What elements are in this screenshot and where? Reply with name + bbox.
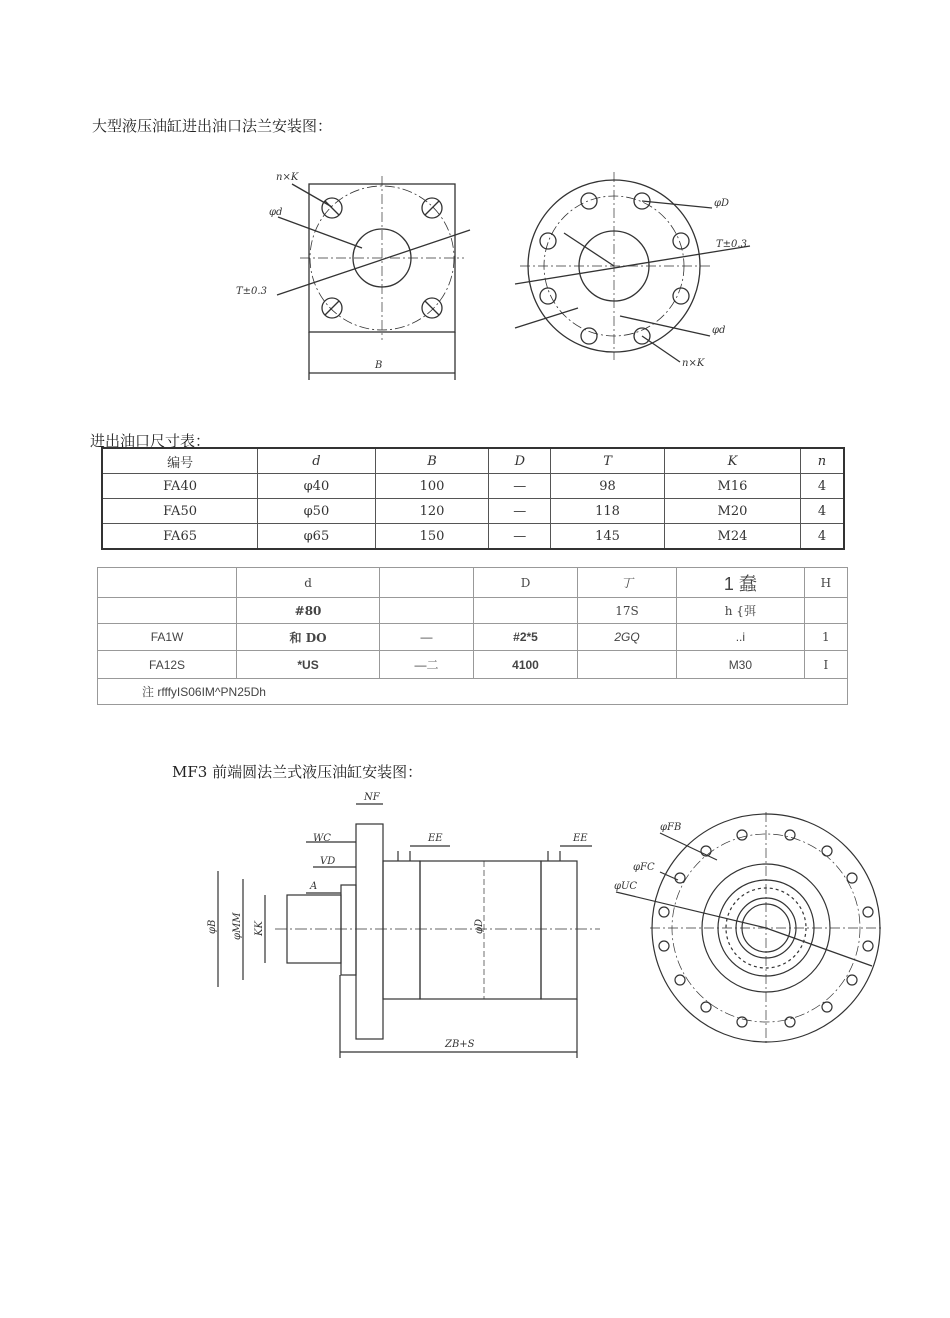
table-cell: 118 [551, 499, 665, 524]
flange-installation-diagram [0, 160, 950, 460]
label-d: φD [474, 918, 485, 934]
table-cell: 150 [375, 524, 489, 550]
table-row [102, 524, 844, 550]
table-cell: M20 [664, 499, 800, 524]
col-header: d [258, 448, 375, 474]
col-header: T [551, 448, 665, 474]
label-fc: φFC [633, 862, 655, 873]
table-cell: 4 [800, 499, 844, 524]
table-row [98, 651, 848, 679]
label-zb: ZB+S [445, 1039, 475, 1050]
label-D: φD [714, 198, 730, 209]
table-note-row [98, 679, 848, 705]
table-row [98, 568, 848, 598]
table-cell: φ50 [258, 499, 375, 524]
table-cell: — [489, 474, 551, 499]
label-d-right: φd [712, 325, 726, 336]
table-cell: I [804, 651, 847, 679]
table-cell: 2GQ [578, 624, 677, 651]
label-fb: φFB [660, 822, 682, 833]
label-b: B [375, 360, 383, 371]
label-d: φd [269, 207, 283, 218]
section-heading-cylinder: MF3 前端圆法兰式液压油缸安装图： [172, 763, 423, 781]
table-cell: 120 [375, 499, 489, 524]
table-cell: FA65 [102, 524, 258, 550]
table-cell: 100 [375, 474, 489, 499]
col-header: D [489, 448, 551, 474]
label-b: φB [207, 919, 218, 934]
table-cell: 和 DO [237, 624, 380, 651]
table-cell: 17S [578, 598, 677, 624]
table-cell: h {弭 [676, 598, 804, 624]
section-heading-size-table: 进出油口尺寸表： [90, 432, 211, 450]
table-cell: 4100 [473, 651, 577, 679]
table-row [102, 499, 844, 524]
port-size-table-extended [97, 567, 848, 705]
table-note: 注 rfffyIS06IM^PN25Dh [98, 679, 848, 705]
col-header: B [375, 448, 489, 474]
table-cell: 98 [551, 474, 665, 499]
table-cell: — [489, 524, 551, 550]
table-cell: D [473, 568, 577, 598]
table-cell: 1 蠢 [676, 568, 804, 598]
label-ee: EE [428, 833, 443, 844]
table-cell: FA1W [98, 624, 237, 651]
table-cell: FA40 [102, 474, 258, 499]
label-nf: NF [364, 792, 380, 803]
label-uc: φUC [614, 881, 638, 892]
table-cell: *US [237, 651, 380, 679]
table-row [98, 598, 848, 624]
table-cell: — [489, 499, 551, 524]
table-cell: 4 [800, 524, 844, 550]
table-cell: FA50 [102, 499, 258, 524]
table-row [98, 624, 848, 651]
table-cell: 1 [804, 624, 847, 651]
label-nk: n×K [276, 172, 299, 183]
table-cell: 145 [551, 524, 665, 550]
table-cell: 丁 [578, 568, 677, 598]
table-cell: — [380, 624, 474, 651]
label-t: T±0.3 [236, 286, 267, 297]
table-cell [98, 568, 237, 598]
table-cell [98, 598, 237, 624]
section-heading-flange: 大型液压油缸进出油口法兰安装图： [92, 117, 333, 135]
port-size-table [101, 447, 845, 550]
table-cell [380, 598, 474, 624]
label-ee: EE [573, 833, 588, 844]
cylinder-installation-diagram [0, 785, 950, 1065]
col-header: K [664, 448, 800, 474]
table-cell: φ65 [258, 524, 375, 550]
table-cell: —二 [380, 651, 474, 679]
table-row [102, 474, 844, 499]
col-header: n [800, 448, 844, 474]
label-t-right: T±0.3 [716, 239, 747, 250]
table-cell: FA12S [98, 651, 237, 679]
table-cell: #2*5 [473, 624, 577, 651]
table-cell [578, 651, 677, 679]
table-cell [473, 598, 577, 624]
label-kk: KK [254, 921, 265, 936]
table-cell: M16 [664, 474, 800, 499]
label-a: A [310, 881, 318, 892]
table-cell: M30 [676, 651, 804, 679]
table-cell: #80 [237, 598, 380, 624]
table-cell: 4 [800, 474, 844, 499]
table-cell: M24 [664, 524, 800, 550]
label-wc: WC [313, 833, 331, 844]
table-cell: φ40 [258, 474, 375, 499]
label-vd: VD [320, 856, 336, 867]
label-mm: φMM [232, 912, 243, 940]
table-cell [804, 598, 847, 624]
col-header: 编号 [102, 448, 258, 474]
table-cell: d [237, 568, 380, 598]
table-cell: ..i [676, 624, 804, 651]
table-cell [380, 568, 474, 598]
label-nk-right: n×K [682, 358, 705, 369]
table-cell: H [804, 568, 847, 598]
